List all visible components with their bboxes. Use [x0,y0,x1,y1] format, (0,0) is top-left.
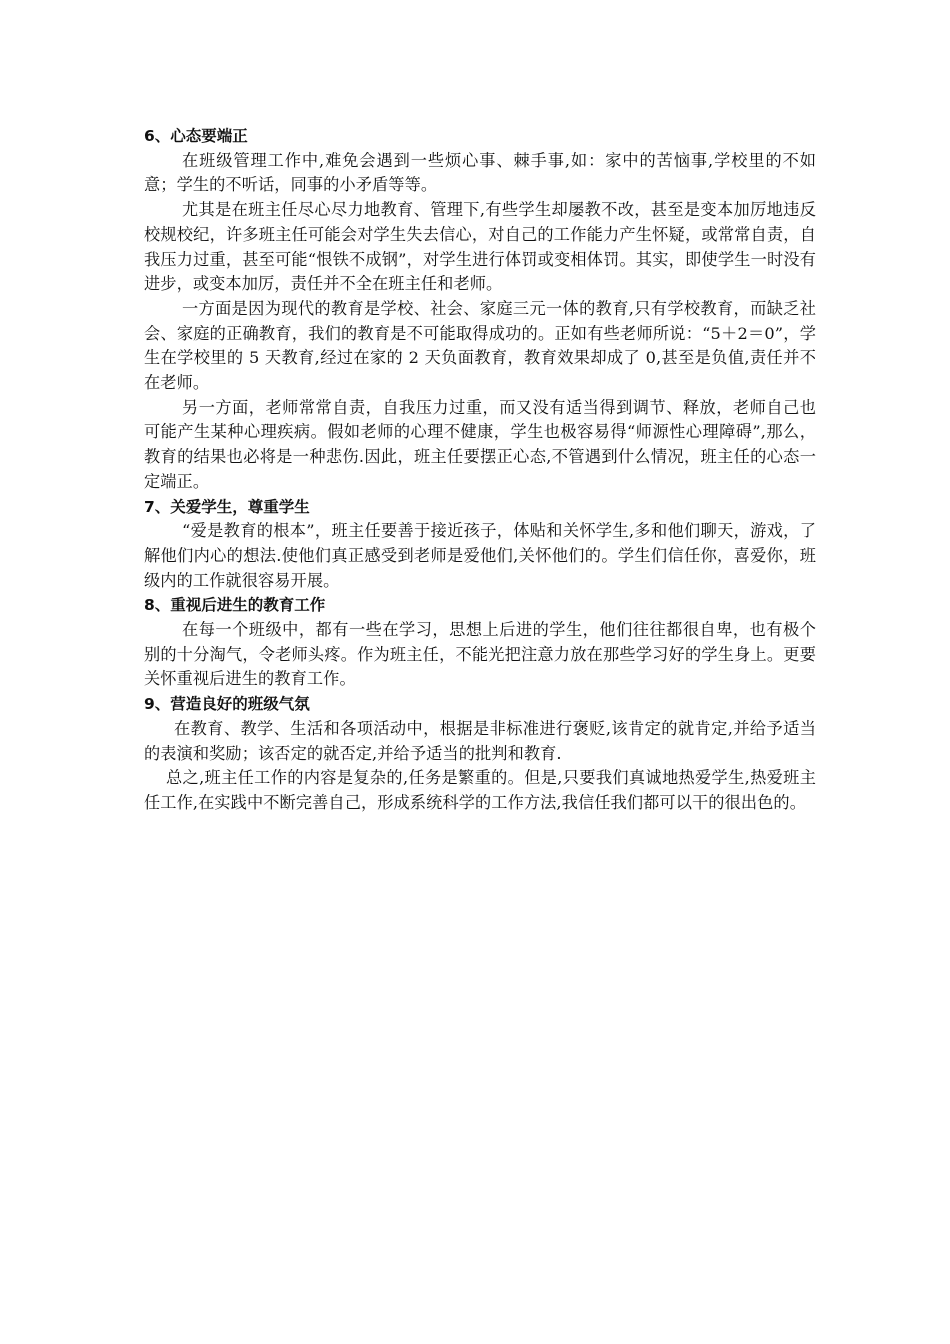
section-heading: 9、营造良好的班级气氛 [144,695,310,714]
paragraph: 在每一个班级中，都有一些在学习，思想上后进的学生，他们往往都很自卑，也有极个别的十分淘气，令老师头疼。作为班主任，不能光把注意力放在那些学习好的学生身上。更要关怀重视后进生的教育工作。 [144,620,816,689]
paragraph: 在班级管理工作中,难免会遇到一些烦心事、棘手事,如：家中的苦恼事,学校里的不如意；学生的不听话，同事的小矛盾等等。 [144,150,816,195]
paragraph: “爱是教育的根本”，班主任要善于接近孩子，体贴和关怀学生,多和他们聊天，游戏，了解他们内心的想法.使他们真正感受到老师是爱他们,关怀他们的。学生们信任你，喜爱你，班级内的工作就很容易开展。 [144,521,816,590]
paragraph: 另一方面，老师常常自责，自我压力过重，而又没有适当得到调节、释放，老师自己也可能产生某种心理疾病。假如老师的心理不健康，学生也极容易得“师源性心理障碍”,那么，教育的结果也必将是一种悲伤.因此，班主任要摆正心态,不管遇到什么情况，班主任的心态一定端正。 [144,397,816,491]
paragraph: 尤其是在班主任尽心尽力地教育、管理下,有些学生却屡教不改，甚至是变本加厉地违反校规校纪，许多班主任可能会对学生失去信心，对自己的工作能力产生怀疑，或常常自责，自我压力过重，甚至可能“恨铁不成钢”，对学生进行体罚或变相体罚。其实，即使学生一时没有进步，或变本加厉，责任并不全在班主任和老师。 [144,200,816,294]
document-body [144,124,816,816]
section-heading: 6、心态要端正 [144,127,248,145]
paragraph: 总之,班主任工作的内容是复杂的,任务是繁重的。但是,只要我们真诚地热爱学生,热爱班主任工作,在实践中不断完善自己，形成系统科学的工作方法,我信任我们都可以干的很出色的。 [144,768,816,812]
section-heading: 7、关爱学生，尊重学生 [144,497,310,516]
section-heading: 8、重视后进生的教育工作 [144,596,326,615]
paragraph: 在教育、教学、生活和各项活动中，根据是非标准进行褒贬,该肯定的就肯定,并给予适当的表演和奖励；该否定的就否定,并给予适当的批判和教育. [144,718,816,763]
paragraph: 一方面是因为现代的教育是学校、社会、家庭三元一体的教育,只有学校教育，而缺乏社会、家庭的正确教育，我们的教育是不可能取得成功的。正如有些老师所说：“5＋2＝0”，学生在学校里的 5 天教育,经过在家的 2 天负面教育，教育效果却成了 0,甚至是负值,责任并不在老师。 [144,298,816,393]
